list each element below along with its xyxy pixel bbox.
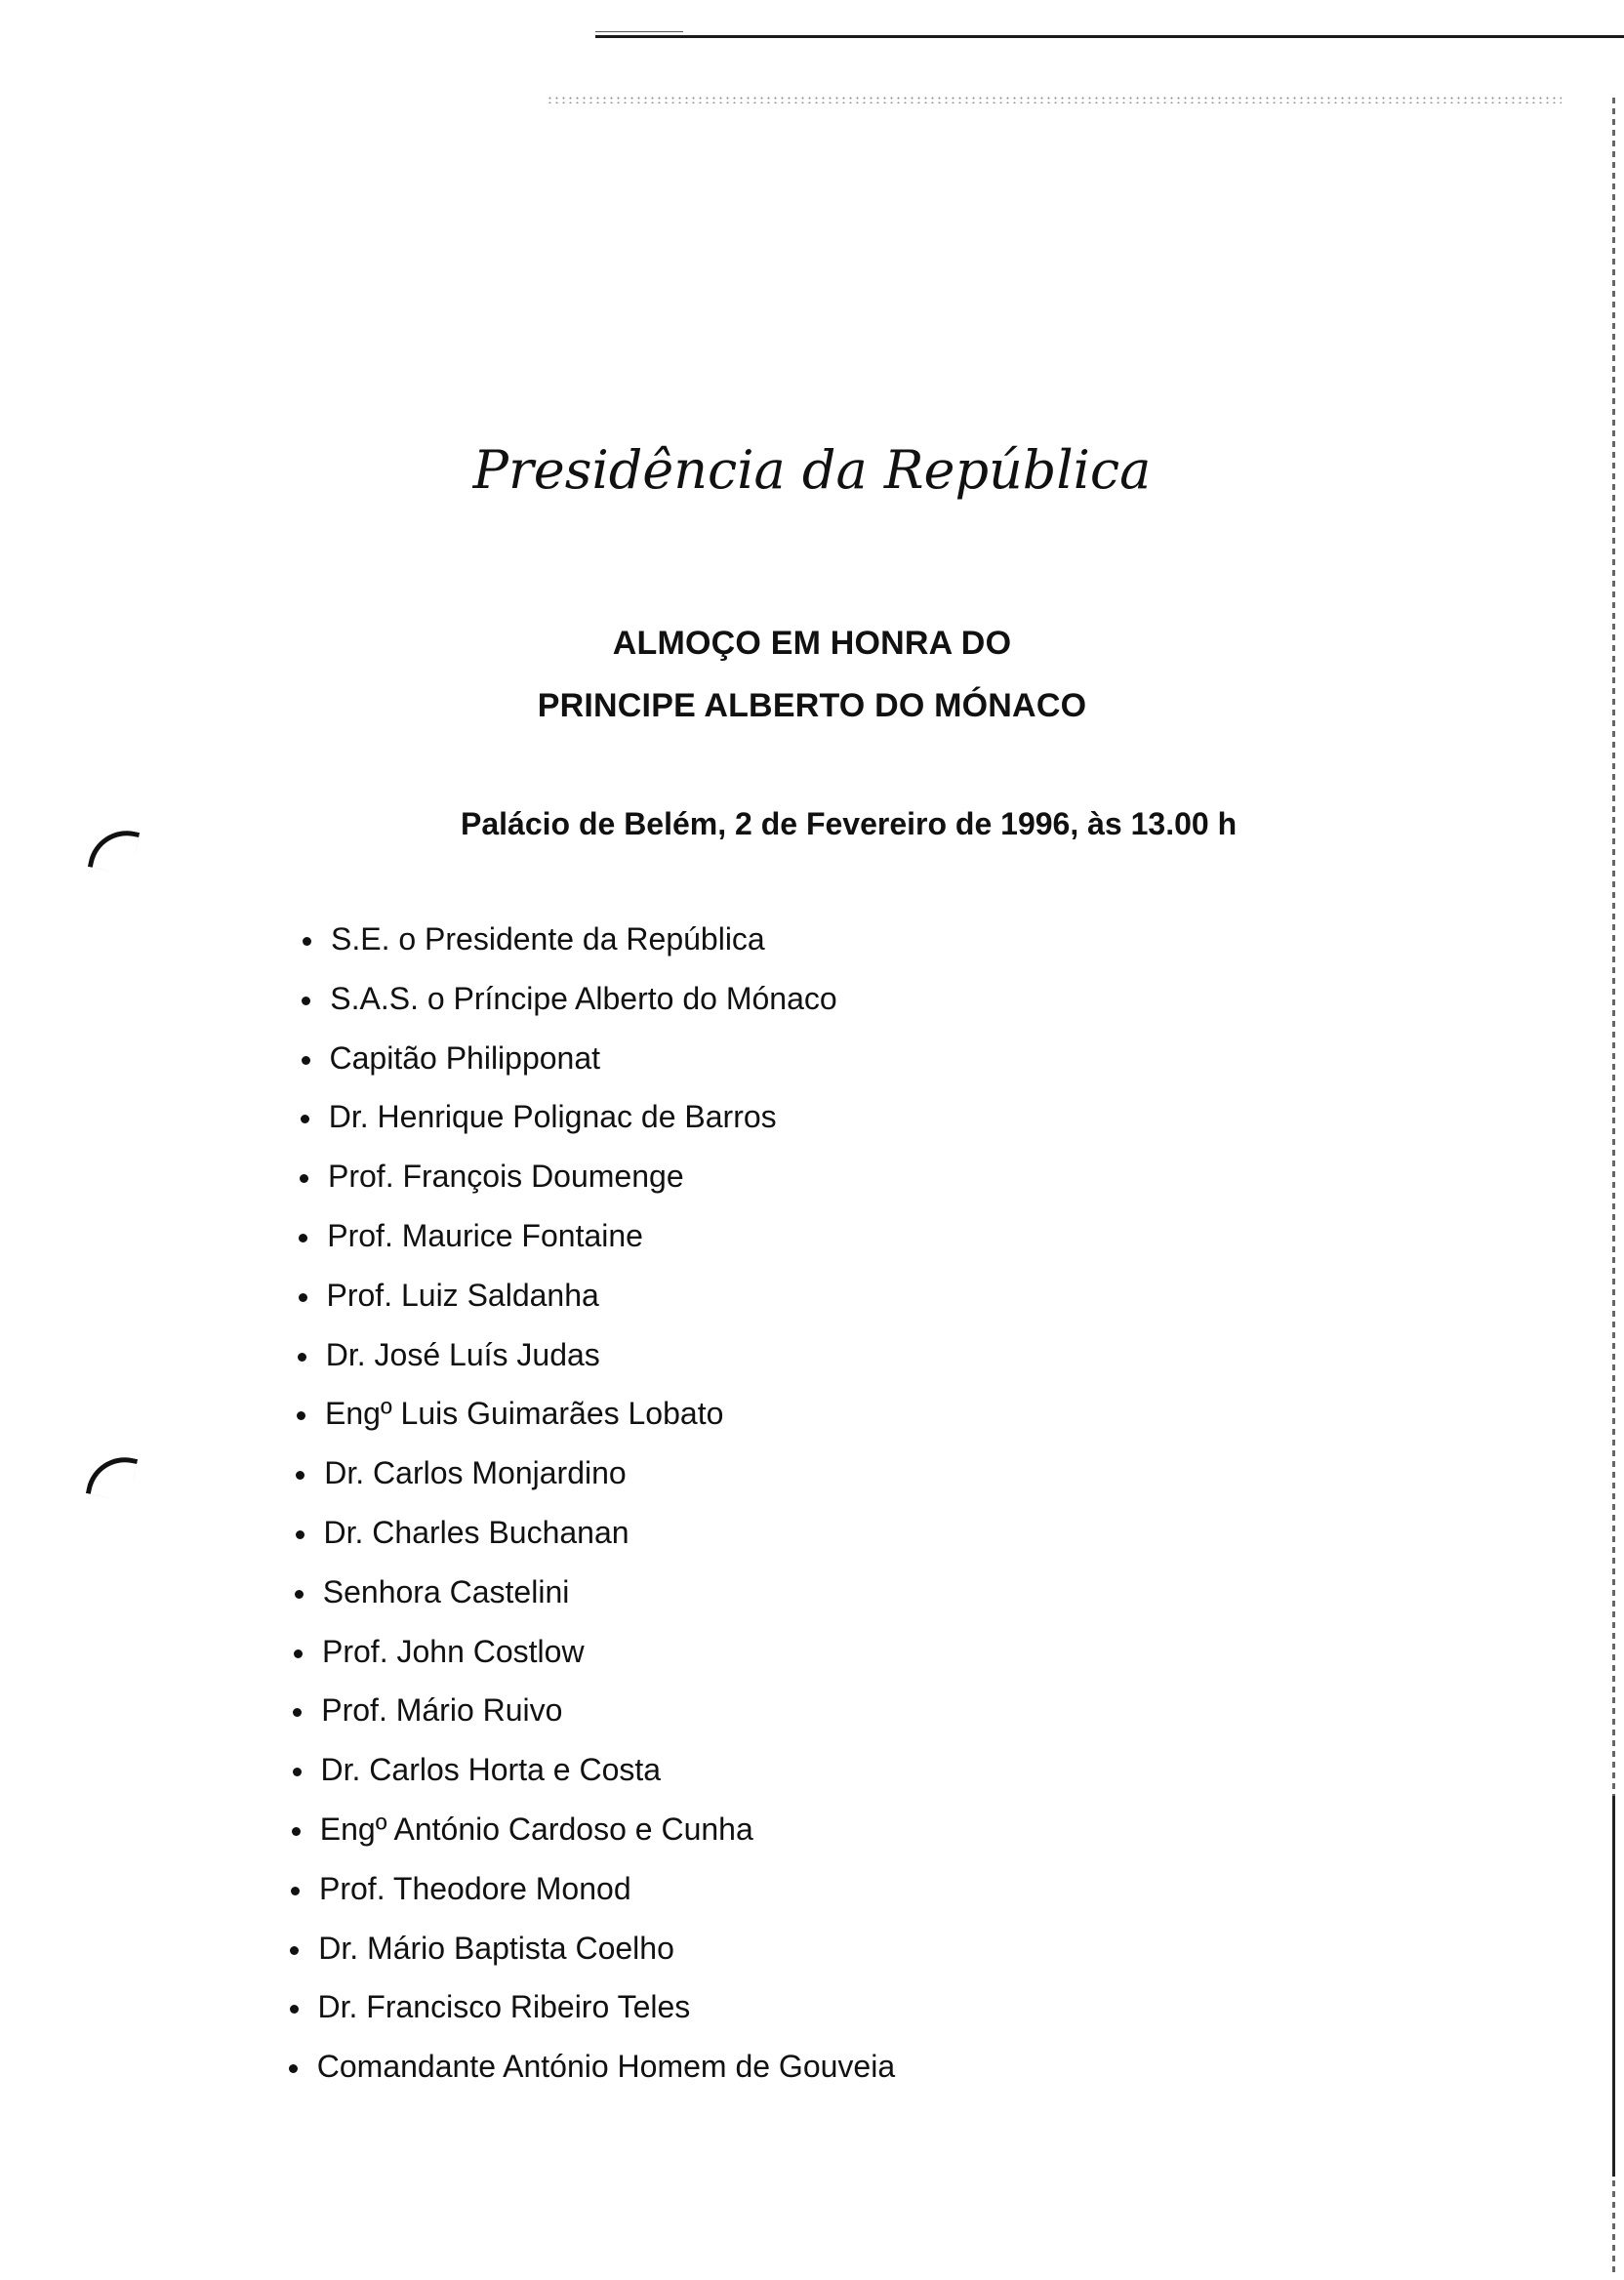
bullet-icon (296, 1530, 304, 1539)
guest-name: S.E. o Presidente da República (331, 921, 765, 957)
list-item (282, 1812, 895, 1871)
guest-name: Capitão Philipponat (329, 1039, 601, 1076)
scan-artifact-noise (547, 96, 1562, 103)
guest-name: Dr. Mário Baptista Coelho (318, 1930, 674, 1966)
list-item (279, 2049, 895, 2108)
list-item (289, 1218, 895, 1278)
bullet-icon (298, 1353, 306, 1362)
list-item (283, 1752, 896, 1812)
bullet-icon (293, 1708, 302, 1717)
bullet-icon (300, 1174, 308, 1183)
bullet-icon (295, 1590, 304, 1599)
list-item (280, 1931, 895, 1990)
guest-name: Comandante António Homem de Gouveia (316, 2049, 896, 2085)
guest-name: Engº António Cardoso e Cunha (319, 1811, 753, 1847)
guest-name: Prof. Luiz Saldanha (326, 1277, 599, 1313)
list-item (287, 1396, 895, 1455)
list-item (283, 1692, 895, 1752)
punch-hole-mark (86, 1450, 138, 1502)
bullet-icon (297, 1411, 305, 1420)
guest-name: Prof. François Doumenge (328, 1159, 684, 1195)
bullet-icon (302, 997, 310, 1005)
guest-list (293, 921, 895, 2108)
list-item (292, 981, 895, 1040)
list-item (293, 921, 895, 981)
list-item (284, 1634, 895, 1693)
list-item (280, 1989, 896, 2049)
bullet-icon (299, 1234, 307, 1242)
list-item (286, 1455, 895, 1515)
title-line-2: PRINCIPE ALBERTO DO MÓNACO (537, 687, 1087, 724)
letterhead-script (472, 429, 1152, 537)
guest-name: Dr. José Luís Judas (325, 1336, 600, 1372)
bullet-icon (302, 1056, 310, 1065)
guest-name: Prof. John Costlow (322, 1633, 585, 1669)
guest-name: Prof. Theodore Monod (319, 1870, 631, 1906)
bullet-icon (290, 2005, 299, 2014)
guest-name: Senhora Castelini (322, 1573, 570, 1609)
bullet-icon (291, 1887, 300, 1895)
list-item (289, 1278, 896, 1337)
list-item (288, 1337, 895, 1397)
list-item (281, 1871, 895, 1931)
bullet-icon (294, 1649, 303, 1658)
scan-artifact-line (595, 31, 683, 32)
punch-hole-mark (88, 824, 140, 875)
bullet-icon (290, 1946, 299, 1955)
letterhead-text: Presidência da República (472, 439, 1152, 501)
guest-name: Dr. Francisco Ribeiro Teles (317, 1989, 691, 2025)
bullet-icon (292, 1827, 301, 1836)
guest-name: Dr. Carlos Monjardino (324, 1455, 627, 1491)
guest-name: Dr. Charles Buchanan (323, 1514, 629, 1550)
list-item (292, 1040, 896, 1100)
list-item (286, 1515, 896, 1574)
list-item (291, 1099, 895, 1159)
bullet-icon (293, 1768, 302, 1776)
guest-name: Dr. Henrique Polignac de Barros (328, 1099, 777, 1135)
guest-name: Engº Luis Guimarães Lobato (325, 1396, 724, 1432)
bullet-icon (303, 937, 311, 946)
list-item (285, 1574, 895, 1634)
bullet-icon (301, 1115, 309, 1123)
guest-name: Prof. Mário Ruivo (321, 1692, 563, 1729)
bullet-icon (299, 1293, 307, 1302)
list-item (290, 1159, 895, 1218)
guest-name: S.A.S. o Príncipe Alberto do Mónaco (330, 980, 837, 1016)
bullet-icon (289, 2064, 298, 2073)
bullet-icon (296, 1471, 304, 1480)
title-line-1: ALMOÇO EM HONRA DO (612, 625, 1012, 662)
guest-name: Prof. Maurice Fontaine (327, 1217, 643, 1253)
venue-date: Palácio de Belém, 2 de Fevereiro de 1996, às 13.00 h (461, 806, 1238, 841)
letterhead (0, 429, 1624, 537)
scan-artifact-line (595, 35, 1624, 38)
guest-name: Dr. Carlos Horta e Costa (320, 1752, 662, 1788)
scan-artifact-edge (1612, 1796, 1615, 2177)
